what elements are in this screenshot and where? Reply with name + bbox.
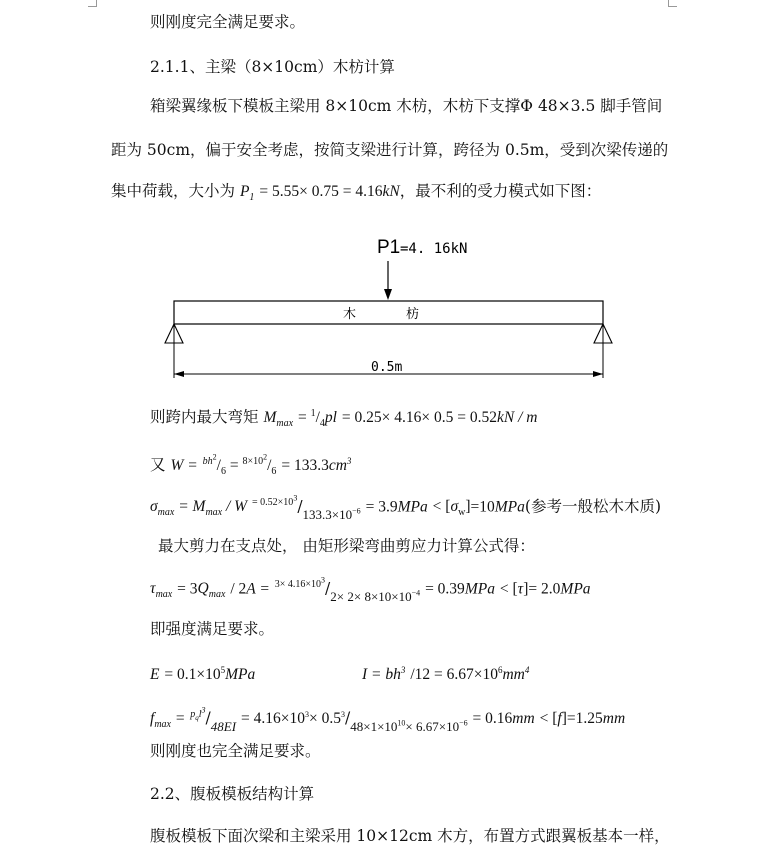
stress-numerator: = 0.52×103 [252,494,298,509]
load-symbol: $P_1$ [239,183,255,203]
shear-numerator: 3× 4.16×103 [274,576,326,591]
text-line-deflection: $f_{max} = ^{p_ql^3}/_{48EI} = 4.16\times 10^3\times 0.5^3/_{48\times 1\times 10^{10}\times 6.67\times 10^{-6}} = 0.16mm < [f]=1.25mm$ [150,705,626,735]
stress-unit: MPa [397,498,428,516]
load-unit: kN [382,183,400,200]
section-heading-2-1-1: 2.1.1、主梁（8×10cm）木枋计算 [150,58,395,76]
span-label: 0.5m [371,360,403,375]
deflection-denominator: 48×1×1010× 6.67×10−6 [350,718,468,735]
text-line-moment [150,407,537,430]
shear-a: A = [246,580,270,598]
stress-allowable-unit: MPa [494,498,525,516]
inertia-unit: $mm^4$ [502,665,530,684]
load-label-value: =4. 16kN [400,241,468,257]
shear-eq-b: / 2 [230,580,247,598]
shear-allowable-value: = 2.0 [528,580,561,598]
text-line-inertia [362,660,529,685]
load-label-p1: P1 [377,237,401,258]
moment-symbol: $M_{max}$ [263,409,294,429]
deflection-result: = 0.16 [472,710,513,728]
beam-label-fang: 枋 [406,307,420,322]
shear-allowable: < [τ] [499,580,529,598]
inertia-value: $/12 = 6.67\times 10^6$ [410,665,503,684]
moment-eq: = $^1/_4pl$ [297,408,337,429]
dimension-arrow-left [174,371,184,377]
stress-note: (参考一般松木木质) [524,497,662,516]
modulus-unit: $cm^3$ [328,456,352,475]
elastic-symbol: E [150,666,160,684]
deflection-allowable: < [f] [539,710,567,728]
text-line-rigidity-ok: 则刚度完全满足要求。 [150,13,306,31]
shear-unit: MPa [464,580,495,598]
modulus-text: 又 [150,456,166,475]
shear-result: = 0.39 [425,580,465,598]
shear-denominator: 2× 2× 8×10×10−4 [330,589,421,605]
beam-rectangle [174,301,603,324]
beam-label-mu: 木 [343,307,357,322]
shear-symbol: $\tau_{max}$ [150,580,173,601]
deflection-48ei: 48EI [210,719,237,735]
section-heading-2-2: 2.2、腹板模板结构计算 [150,785,315,803]
text-line-section-modulus [150,451,351,478]
text-line-strength-ok: 即强度满足要求。 [150,620,275,638]
text-line-girder-desc: 箱梁翼缘板下模板主梁用 8×10cm 木枋，木枋下支撑Φ 48×3.5 脚手管间 [150,97,663,115]
deflection-allowable-value: =1.25 [566,710,603,728]
text-line-rigidity-ok-2: 则刚度也完全满足要求。 [150,742,321,760]
moment-unit: kN / m [497,409,538,426]
stress-symbol: $\sigma_{max} = M_{max} / W$ [150,498,248,519]
text-line-shear-intro: 最大剪力在支点处， 由矩形梁弯曲剪应力计算公式得： [158,537,535,555]
dimension-arrow-right [593,371,603,377]
stress-result: = 3.9 [365,498,398,516]
stress-denominator: 133.3×10−6 [302,507,361,523]
inertia-symbol: $I = bh^3$ [362,665,406,684]
modulus-result: = 133.3 [281,457,329,475]
moment-text: 则跨内最大弯矩 [150,408,259,426]
deflection-unit: mm [512,710,535,728]
text-line-shear-stress: $\tau_{max} = 3Q_{max} / 2A = ^{3\times 4.16\times 10^3}/_{2\times 2\times 8\times 10\times 10^{-4}} = 0.39MPa < [\tau]= 2.0MPa$ [150,576,591,605]
shear-allowable-unit: MPa [560,580,591,598]
elastic-unit: MPa [225,666,256,684]
text-line-elastic-modulus [150,660,255,685]
load-calc: = 5.55× 0.75 = 4.16 [259,183,383,200]
moment-calc: = 0.25× 4.16× 0.5 = 0.52 [341,409,498,426]
stress-allowable: < $[\sigma_w]$ [432,498,471,519]
stress-allowable-value: =10 [470,498,495,516]
text-line-spacing: 距为 50cm，偏于安全考虑，按简支梁进行计算，跨径为 0.5m，受到次梁传递的 [111,141,669,159]
load-text-c: ，最不利的受力模式如下图： [399,182,602,200]
modulus-symbol: W = [170,457,198,475]
load-text-a: 集中荷载，大小为 [111,182,236,200]
deflection-symbol: $f_{max}$ = [150,710,186,731]
shear-q: $Q_{max}$ [197,580,226,601]
load-arrow-head [384,289,392,300]
modulus-fraction-1: $^{bh^2}/_6 = ^{8\times 10^2}/_6$ [202,452,277,478]
shear-eq-a: = 3 [177,580,198,598]
deflection-pql: pql3 [190,705,206,723]
elastic-value: = $0.1\times 10^5$ [164,665,226,684]
text-line-web-desc: 腹板模板下面次梁和主梁采用 10×12cm 木方，布置方式跟翼板基本一样， [150,827,670,845]
deflection-numerator: = $4.16\times 10^3\times 0.5^3$ [241,710,345,728]
deflection-allowable-unit: mm [602,710,626,728]
text-line-bending-stress: $\sigma_{max} = M_{max} / W$ $^{= 0.52\times 10^3}/_{133.3\times 10^{-6}} = 3.9MPa < [\sigma_w]=10MPa$(参考一般松木木质) [150,494,662,523]
